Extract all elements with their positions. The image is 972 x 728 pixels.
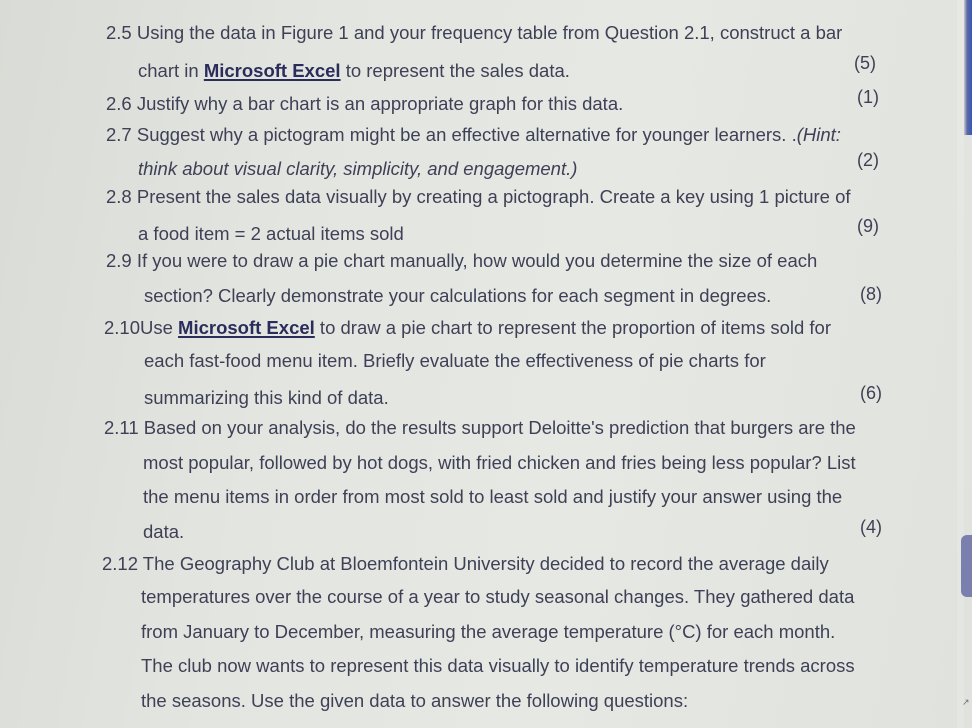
- question-2-10-line-3: [144, 387, 389, 409]
- question-2-9-marks: (8): [860, 284, 882, 304]
- question-2-10-text-3: summarizing this kind of data.: [144, 387, 389, 408]
- question-2-11-text-2: most popular, followed by hot dogs, with fried chicken and fries being less popular? List: [143, 452, 856, 473]
- question-2-7-marks: (2): [857, 150, 879, 170]
- question-2-10-line-2: [144, 350, 766, 372]
- question-2-6-text: 2.6 Justify why a bar chart is an appropriate graph for this data.: [106, 93, 624, 114]
- question-2-11-line-4: [143, 521, 184, 543]
- question-2-11-text-4: data.: [143, 521, 185, 542]
- question-2-9-line-2: [144, 285, 771, 307]
- vertical-scrollbar-thumb[interactable]: [961, 535, 972, 597]
- question-2-8-text: 2.8 Present the sales data visually by creating a pictograph. Create a key using 1 picture of: [106, 186, 851, 207]
- question-2-5-line-2: [138, 60, 570, 82]
- question-2-8-key-text: a food item = 2 actual items sold: [138, 223, 404, 244]
- question-2-12-text-4: The club now wants to represent this data visually to identify temperature trends across: [141, 655, 855, 676]
- question-2-11-line-3: [143, 486, 842, 508]
- question-2-9-text-2: section? Clearly demonstrate your calculations for each segment in degrees.: [144, 285, 772, 306]
- microsoft-excel-link[interactable]: Microsoft Excel: [178, 317, 315, 338]
- question-2-7-hint-label: (Hint:: [796, 124, 841, 145]
- question-2-12-line-4: [141, 655, 855, 677]
- question-2-11-line-2: [143, 452, 856, 474]
- question-2-10-text-2: each fast-food menu item. Briefly evaluate the effectiveness of pie charts for: [144, 350, 766, 371]
- question-2-11-text: 2.11 Based on your analysis, do the results support Deloitte's prediction that burgers are the: [104, 417, 856, 438]
- question-2-5-marks: (5): [854, 53, 876, 73]
- question-2-5-line-1: [106, 22, 842, 44]
- question-2-8-line-2: [138, 223, 404, 245]
- question-2-12-line-2: [141, 586, 854, 608]
- question-2-7-text: 2.7 Suggest why a pictogram might be an effective alternative for younger learners. .: [106, 124, 797, 145]
- question-2-7-line-2: [138, 158, 577, 180]
- question-2-12-line-5: [141, 690, 688, 712]
- question-2-12-text-2: temperatures over the course of a year to study seasonal changes. They gathered data: [141, 586, 855, 607]
- question-2-11-line-1: [104, 417, 856, 439]
- question-2-6-line-1: [106, 93, 623, 115]
- question-2-9-text: 2.9 If you were to draw a pie chart manually, how would you determine the size of each: [106, 250, 818, 271]
- question-2-12-text: 2.12 The Geography Club at Bloemfontein University decided to record the average daily: [102, 553, 829, 574]
- question-2-10-line-1: [104, 317, 831, 339]
- screen-edge-highlight: [957, 0, 964, 728]
- question-2-5-text: 2.5 Using the data in Figure 1 and your frequency table from Question 2.1, construct a bar: [106, 22, 843, 43]
- question-2-8-marks: (9): [857, 216, 879, 236]
- question-2-8-line-1: [106, 186, 851, 208]
- microsoft-excel-link[interactable]: Microsoft Excel: [203, 60, 341, 81]
- question-2-7-hint-text: think about visual clarity, simplicity, and engagement.): [138, 158, 578, 179]
- question-2-10-text-a: 2.10Use: [104, 317, 179, 338]
- question-2-5-text-a: chart in: [138, 60, 204, 81]
- question-2-6-marks: (1): [857, 87, 879, 107]
- question-2-5-text-b: to represent the sales data.: [340, 60, 570, 81]
- question-2-12-line-3: [141, 621, 835, 643]
- question-2-9-line-1: [106, 250, 817, 272]
- question-2-11-marks: (4): [860, 517, 882, 537]
- question-2-11-text-3: the menu items in order from most sold to least sold and justify your answer using the: [143, 486, 843, 507]
- question-2-10-text-b: to draw a pie chart to represent the proportion of items sold for: [314, 317, 832, 338]
- adjacent-window-edge: [964, 0, 972, 135]
- question-2-7-line-1: [106, 124, 841, 146]
- question-2-12-text-3: from January to December, measuring the average temperature (°C) for each month.: [141, 621, 836, 642]
- question-2-10-marks: (6): [860, 383, 882, 403]
- question-2-12-line-1: [102, 553, 829, 575]
- question-2-12-text-5: the seasons. Use the given data to answer the following questions:: [141, 690, 689, 711]
- cursor-icon: ↗: [962, 697, 970, 707]
